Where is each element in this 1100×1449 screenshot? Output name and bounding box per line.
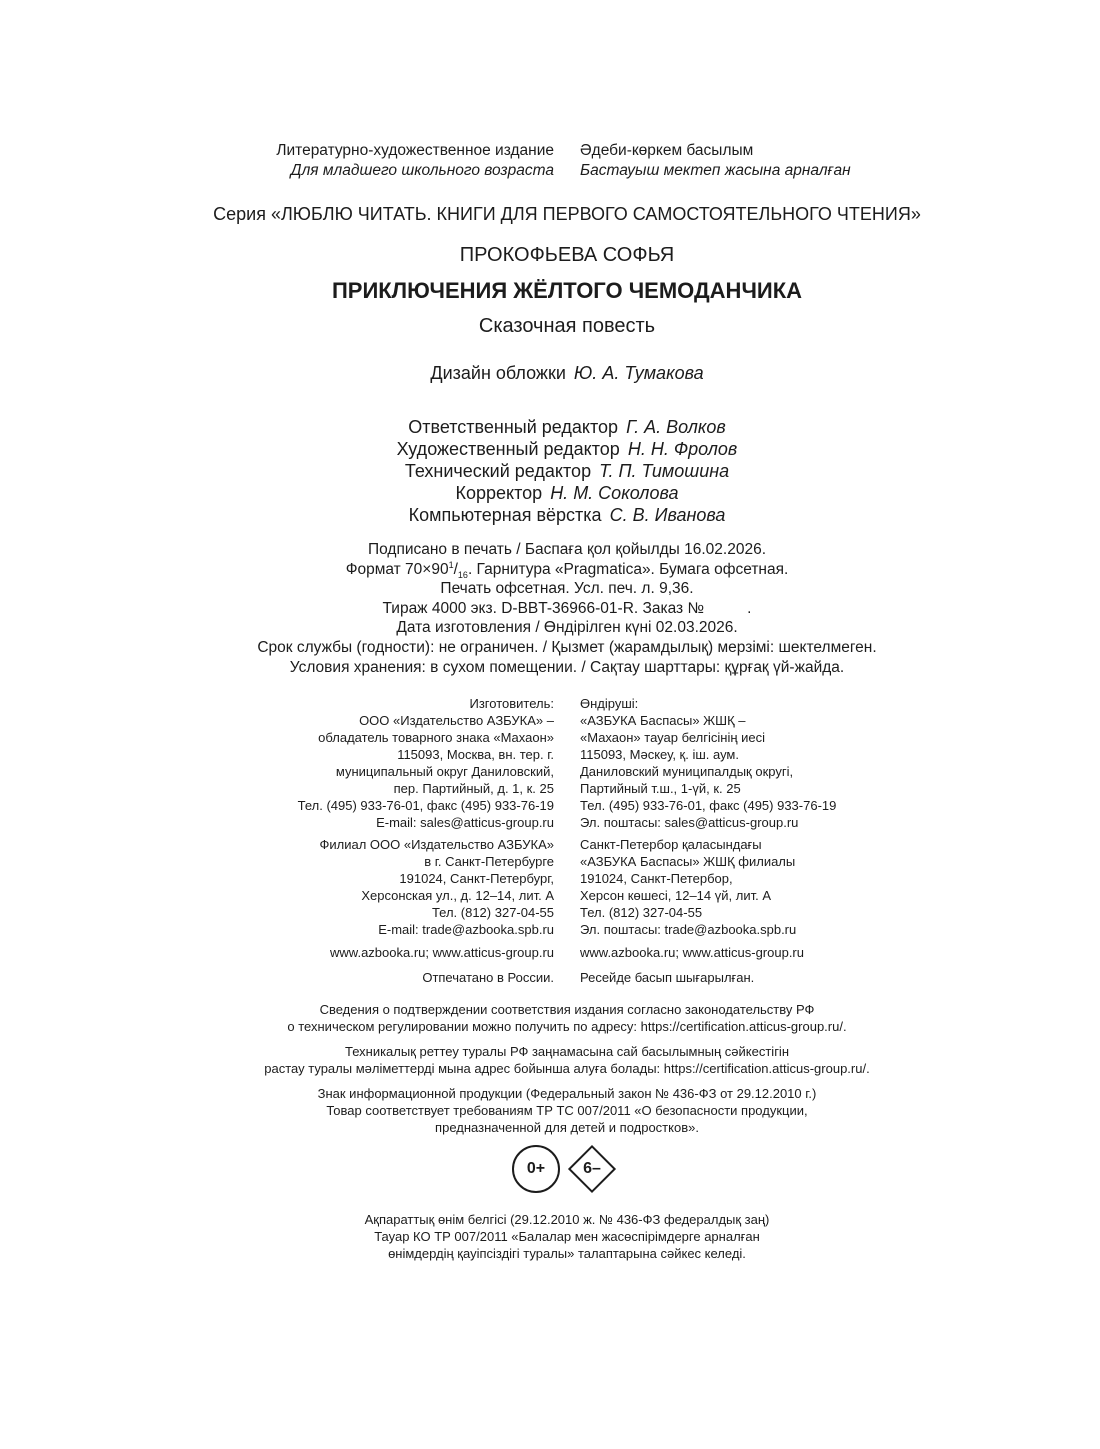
address-line: 115093, Москва, вн. тер. г. [397,747,554,762]
credit-line [0,416,1100,438]
age-group-line: Для младшего школьного возраста [290,162,554,179]
address-line: пер. Партийный, д. 1, к. 25 [393,781,554,796]
address-line: Партийный т.ш., 1-үй, к. 25 [580,781,741,796]
credit-name: С. В. Иванова [609,505,726,525]
made-date-line: Дата изготовления / Өндірілген күні 02.03.2026. [396,619,738,637]
format-sup: 1 [448,559,454,570]
author-name: ПРОКОФЬЕВА СОФЬЯ [459,244,675,266]
address-line: обладатель товарного знака «Махаон» [318,730,554,745]
series-title: Серия «ЛЮБЛЮ ЧИТАТЬ. КНИГИ ДЛЯ ПЕРВОГО САМОСТОЯТЕЛЬНОГО ЧТЕНИЯ» [213,204,921,224]
email-line: E-mail: sales@atticus-group.ru [376,815,554,830]
address-line: «Махаон» тауар белгісінің иесі [580,730,766,745]
credit-name: Т. П. Тимошина [599,461,730,481]
info-product-note-ru [0,1085,1100,1136]
note-line: Сведения о подтверждении соответствия издания согласно законодательству РФ [319,1002,815,1017]
credit-name: Н. Н. Фролов [627,439,738,459]
address-line: в г. Санкт-Петербурге [424,854,554,869]
age-rating-circle: 0+ [512,1145,560,1193]
format-suffix: . Гарнитура «Pragmatica». Бумага офсетная. [467,560,789,578]
note-line: о техническом регулировании можно получить по адресу: https://certification.atticus-group.ru/. [287,1019,847,1034]
credit-line [0,482,1100,504]
website-kz: www.azbooka.ru; www.atticus-group.ru [580,945,804,960]
service-life-line: Срок службы (годности): не ограничен. / Қызмет (жарамдылық) мерзімі: шектелмеген. [257,638,877,656]
book-title: ПРИКЛЮЧЕНИЯ ЖЁЛТОГО ЧЕМОДАНЧИКА [331,278,803,303]
address-line: Изготовитель: [469,696,554,711]
address-line: Тел. (812) 327-04-55 [580,905,703,920]
address-line: 191024, Санкт-Петербор, [580,871,733,886]
note-line: Товар соответствует требованиям ТР ТС 007/2011 «О безопасности продукции, [326,1103,808,1118]
age-rating-diamond [566,1143,618,1195]
diamond-label: 6– [583,1160,601,1177]
address-line: Тел. (812) 327-04-55 [431,905,554,920]
cover-design-credit [0,362,1100,384]
note-line: Ақпараттық өнім белгісі (29.12.2010 ж. № 436-ФЗ федералдық заң) [364,1212,770,1227]
credit-line [0,460,1100,482]
address-line: Херсон көшесі, 12–14 үй, лит. А [580,888,771,903]
edition-type-ru [150,141,554,181]
printing-details [0,540,1100,677]
edition-type-line: Литературно-художественное издание [276,142,554,159]
format-slash: / [453,560,458,578]
credit-role: Корректор [455,483,543,503]
branch-kz [580,836,980,938]
credit-role: Компьютерная вёрстка [408,505,602,525]
credit-role: Дизайн обложки [430,363,566,383]
credit-line [0,438,1100,460]
info-product-note-kz [0,1211,1100,1262]
address-line: Даниловский муниципалдық округі, [580,764,794,779]
website-ru: www.azbooka.ru; www.atticus-group.ru [330,945,554,960]
address-line: Санкт-Петербор қаласындағы [580,837,762,852]
print-type-line: Печать офсетная. Усл. печ. л. 9,36. [440,580,694,598]
signed-line: Подписано в печать / Баспаға қол қойылды 16.02.2026. [367,541,767,558]
email-line: Эл. поштасы: trade@azbooka.spb.ru [580,922,797,937]
printed-in-ru: Отпечатано в России. [422,970,554,985]
note-line: Знак информационной продукции (Федеральный закон № 436-ФЗ от 29.12.2010 г.) [317,1086,817,1101]
address-line: Филиал ООО «Издательство АЗБУКА» [319,837,554,852]
credit-name: Н. М. Соколова [550,483,679,503]
address-line: 115093, Мәскеу, қ. іш. аум. [580,747,739,762]
credit-role: Ответственный редактор [408,417,619,437]
storage-line: Условия хранения: в сухом помещении. / Сақтау шарттары: құрғақ үй-жайда. [289,658,845,676]
edition-type-kz [580,141,1000,181]
email-line: E-mail: trade@azbooka.spb.ru [378,922,554,937]
address-line: «АЗБУКА Баспасы» ЖШҚ – [580,713,746,728]
credit-line [0,504,1100,526]
manufacturer-ru [150,695,554,831]
email-line: Эл. поштасы: sales@atticus-group.ru [580,815,799,830]
credit-name: Ю. А. Тумакова [573,363,704,383]
credit-role: Художественный редактор [396,439,620,459]
format-line [0,560,1100,580]
run-line: Тираж 4000 экз. D-BBT-36966-01-R. Заказ № . [382,599,752,617]
note-line: растау туралы мәліметтерді мына адрес бойынша алуға болады: https://certification.atticus-group.ru/. [264,1061,870,1076]
address-line: Өндіруші: [580,696,639,711]
note-line: Техникалық реттеу туралы РФ заңнамасына сай басылымның сәйкестігін [344,1044,789,1059]
address-line: «АЗБУКА Баспасы» ЖШҚ филиалы [580,854,796,869]
address-line: 191024, Санкт-Петербург, [399,871,554,886]
note-line: Тауар КО ТР 007/2011 «Балалар мен жасөспірімдерге арналған [374,1229,760,1244]
credit-role: Технический редактор [404,461,592,481]
format-sub: 16 [457,569,468,580]
genre-subtitle: Сказочная повесть [478,315,656,337]
age-rating-marks [512,1145,622,1195]
address-line: муниципальный округ Даниловский, [335,764,554,779]
note-line: предназначенной для детей и подростков». [435,1120,699,1135]
address-line: Херсонская ул., д. 12–14, лит. А [361,888,554,903]
address-line: Тел. (495) 933-76-01, факс (495) 933-76-19 [297,798,554,813]
credit-name: Г. А. Волков [626,417,726,437]
certification-note-kz [0,1043,1100,1077]
format-prefix: Формат 70×90 [345,560,449,578]
printed-in-kz: Ресейде басып шығарылған. [580,970,755,985]
age-group-line: Бастауыш мектеп жасына арналған [580,162,851,179]
edition-type-line: Әдеби-көркем басылым [580,142,754,159]
address-line: ООО «Издательство АЗБУКА» – [359,713,554,728]
note-line: өнімдердің қауіпсіздігі туралы» талаптарына сәйкес келеді. [388,1246,746,1261]
address-line: Тел. (495) 933-76-01, факс (495) 933-76-19 [580,798,837,813]
manufacturer-kz [580,695,980,831]
certification-note-ru [0,1001,1100,1035]
branch-ru [150,836,554,938]
